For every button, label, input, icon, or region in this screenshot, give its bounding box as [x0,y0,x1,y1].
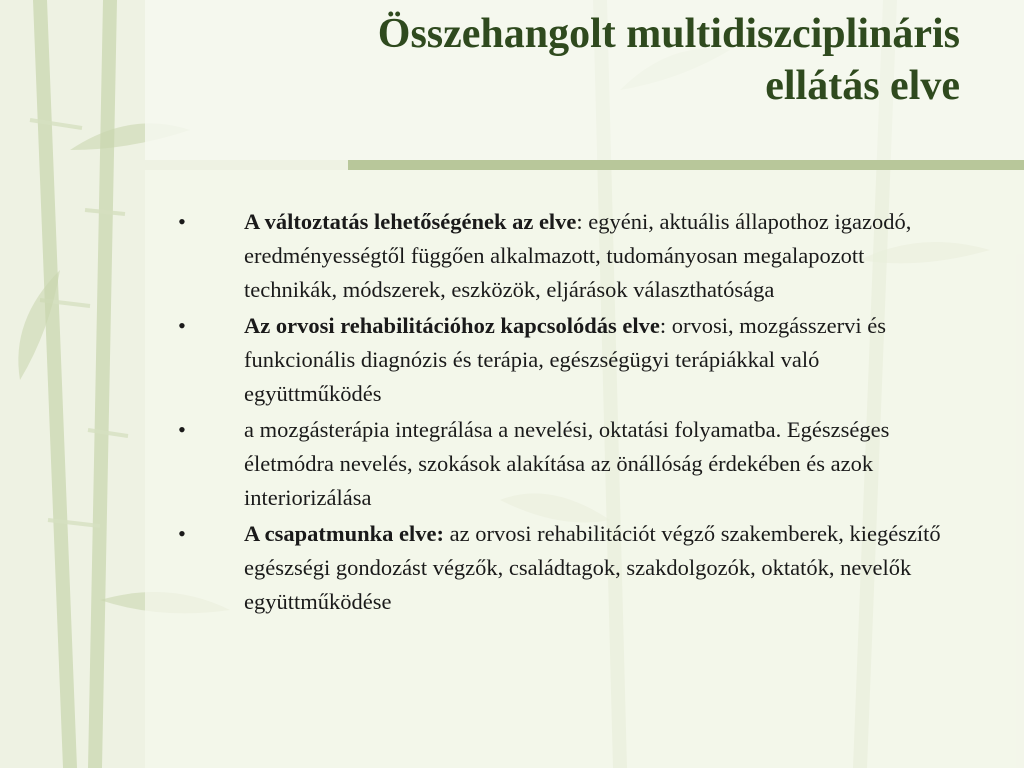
list-item [178,517,958,619]
list-item-bold: Az orvosi rehabilitációhoz kapcsolódás elve [244,313,660,338]
list-item-text: : orvosi, mozgásszervi és funkcionális diagnózis és terápia, egészségügyi terápiákkal való együttműködés [244,313,887,406]
list-item-bold: A változtatás lehetőségének az elve [244,209,577,234]
slide-title-line-2: ellátás elve [765,63,960,109]
list-item-text: : egyéni, aktuális állapothoz igazodó, eredményességtől függően alkalmazott, tudományosan megalapozott technikák, módszerek, eszközök, eljárások választhatósága [244,209,912,302]
list-item [178,413,958,515]
slide-title-line-1: Összehangolt multidiszciplináris [377,11,960,57]
list-item [178,205,958,307]
list-item [178,309,958,411]
list-item-text: az orvosi rehabilitációt végző szakemberek, kiegészítő egészségi gondozást végzők, családtagok, szakdolgozók, oktatók, nevelők együttműködése [244,521,941,614]
bullet-icon: • [178,521,186,546]
list-item-bold: A csapatmunka elve: [244,521,445,546]
bullet-icon: • [178,313,186,338]
bullet-icon: • [178,417,186,442]
list-item-text: a mozgásterápia integrálása a nevelési, oktatási folyamatba. Egészséges életmódra nevelés, szokások alakítása az önállóság érdekében és azok interiorizálása [244,417,890,510]
title-divider [348,160,1024,170]
bullet-icon: • [178,209,186,234]
slide-title [140,8,960,112]
bullet-list [178,205,958,621]
